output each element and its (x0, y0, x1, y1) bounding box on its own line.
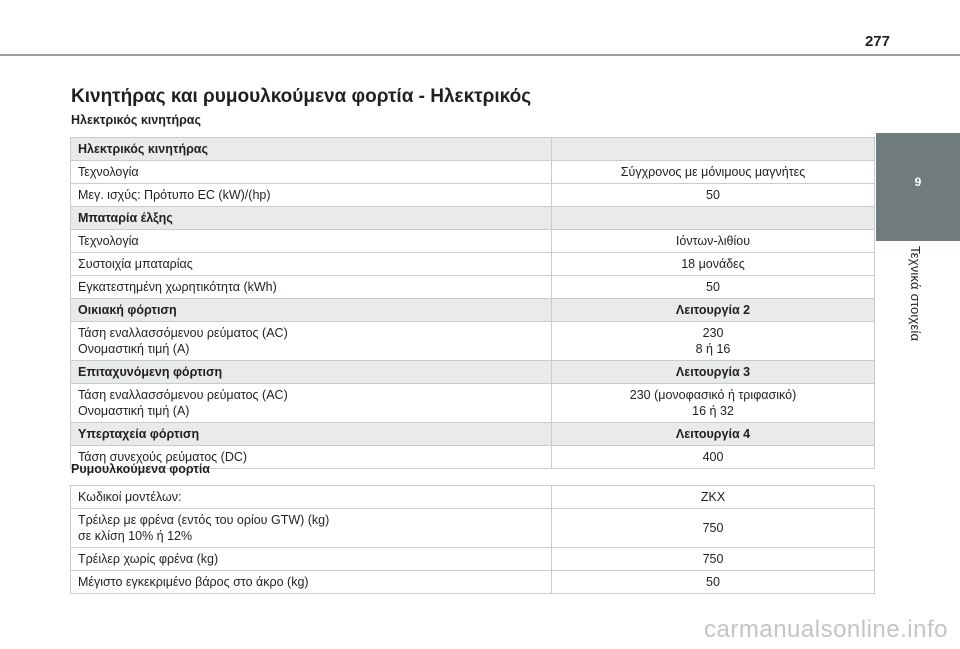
spec-value-cell (552, 207, 875, 230)
spec-value: 8 ή 16 (695, 342, 731, 356)
spec-label-cell (71, 322, 552, 361)
table-group-header-row (71, 207, 875, 230)
spec-value: 16 ή 32 (692, 404, 734, 418)
chapter-number: 9 (914, 175, 922, 189)
spec-label: Τρέιλερ με φρένα (εντός του ορίου GTW) (kg) (78, 513, 330, 527)
spec-value-cell (552, 184, 875, 207)
table-group-header-row (71, 423, 875, 446)
spec-label: Τεχνολογία (78, 165, 139, 179)
spec-label-cell (71, 230, 552, 253)
spec-label: σε κλίση 10% ή 12% (78, 529, 193, 543)
spec-value: Λειτουργία 4 (675, 427, 751, 441)
chapter-tab[interactable] (876, 133, 960, 241)
chapter-title: Τεχνικά στοιχεία (908, 246, 923, 342)
spec-value: 230 (μονοφασικό ή τριφασικό) (629, 388, 797, 402)
spec-value: Ιόντων-λιθίου (675, 234, 751, 248)
spec-label: Κωδικοί μοντέλων: (78, 490, 182, 504)
table-row (71, 184, 875, 207)
spec-label: Ηλεκτρικός κινητήρας (78, 142, 208, 156)
page-number: 277 (864, 33, 890, 50)
spec-value: ZKX (700, 490, 726, 504)
table-group-header-row (71, 138, 875, 161)
spec-label-cell (71, 161, 552, 184)
spec-label-cell (71, 184, 552, 207)
table-row (71, 571, 875, 594)
spec-value-cell (552, 322, 875, 361)
spec-value: 50 (706, 188, 720, 202)
spec-label: Μπαταρία έλξης (78, 211, 173, 225)
spec-label: Εγκατεστημένη χωρητικότητα (kWh) (78, 280, 277, 294)
spec-label-cell (71, 548, 552, 571)
spec-label: Ονομαστική τιμή (A) (78, 404, 190, 418)
table-row (71, 509, 875, 548)
spec-value-cell (552, 299, 875, 322)
table-row (71, 486, 875, 509)
spec-value-cell (552, 423, 875, 446)
spec-label: Τρέιλερ χωρίς φρένα (kg) (78, 552, 219, 566)
watermark-logo: carmanualsonline.info (704, 616, 948, 643)
table-row (71, 384, 875, 423)
spec-label-cell (71, 571, 552, 594)
spec-value: Λειτουργία 2 (675, 303, 751, 317)
spec-label: Επιταχυνόμενη φόρτιση (78, 365, 223, 379)
spec-value-cell (552, 253, 875, 276)
spec-label-cell (71, 299, 552, 322)
spec-value-cell (552, 548, 875, 571)
spec-label-cell (71, 276, 552, 299)
spec-label-cell (71, 207, 552, 230)
spec-value (559, 210, 867, 226)
spec-value-cell (552, 446, 875, 469)
spec-label-cell (71, 138, 552, 161)
spec-value: 50 (706, 575, 720, 589)
table-row (71, 548, 875, 571)
spec-value: 400 (702, 450, 724, 464)
spec-label: Τάση συνεχούς ρεύματος (DC) (78, 450, 248, 464)
table-row (71, 322, 875, 361)
table-row (71, 253, 875, 276)
spec-value: 750 (702, 552, 724, 566)
spec-value: 750 (702, 521, 724, 535)
spec-value (559, 141, 867, 157)
spec-value-cell (552, 161, 875, 184)
spec-label-cell (71, 486, 552, 509)
electric-motor-table (70, 137, 875, 469)
spec-value-cell (552, 230, 875, 253)
spec-label-cell (71, 423, 552, 446)
section-title-towing-loads: Ρυμουλκούμενα φορτία (71, 462, 210, 476)
spec-value: Λειτουργία 3 (675, 365, 751, 379)
table-row (71, 161, 875, 184)
header-rule (0, 54, 960, 56)
spec-label: Οικιακή φόρτιση (78, 303, 177, 317)
spec-label: Τάση εναλλασσόμενου ρεύματος (AC) (78, 326, 288, 340)
table-group-header-row (71, 299, 875, 322)
spec-value-cell (552, 361, 875, 384)
spec-label: Υπερταχεία φόρτιση (78, 427, 200, 441)
spec-label-cell (71, 361, 552, 384)
spec-label-cell (71, 253, 552, 276)
section-title-electric-motor: Ηλεκτρικός κινητήρας (71, 113, 201, 127)
spec-value-cell (552, 276, 875, 299)
spec-value-cell (552, 138, 875, 161)
spec-value-cell (552, 486, 875, 509)
table-row (71, 230, 875, 253)
spec-label-cell (71, 384, 552, 423)
spec-label: Μεγ. ισχύς: Πρότυπο EC (kW)/(hp) (78, 188, 271, 202)
towing-loads-table (70, 485, 875, 594)
spec-value: 230 (702, 326, 724, 340)
spec-label-cell (71, 509, 552, 548)
spec-label: Τεχνολογία (78, 234, 139, 248)
table-row (71, 276, 875, 299)
spec-value: Σύγχρονος με μόνιμους μαγνήτες (620, 165, 806, 179)
page-title: Κινητήρας και ρυμουλκούμενα φορτία - Ηλεκτρικός (71, 86, 532, 107)
spec-value: 50 (706, 280, 720, 294)
spec-label: Τάση εναλλασσόμενου ρεύματος (AC) (78, 388, 288, 402)
spec-value-cell (552, 509, 875, 548)
spec-value: 18 μονάδες (681, 257, 745, 271)
spec-label: Ονομαστική τιμή (A) (78, 342, 190, 356)
table-group-header-row (71, 361, 875, 384)
spec-value-cell (552, 384, 875, 423)
spec-value-cell (552, 571, 875, 594)
spec-label: Μέγιστο εγκεκριμένο βάρος στο άκρο (kg) (78, 575, 309, 589)
spec-label: Συστοιχία μπαταρίας (78, 257, 193, 271)
